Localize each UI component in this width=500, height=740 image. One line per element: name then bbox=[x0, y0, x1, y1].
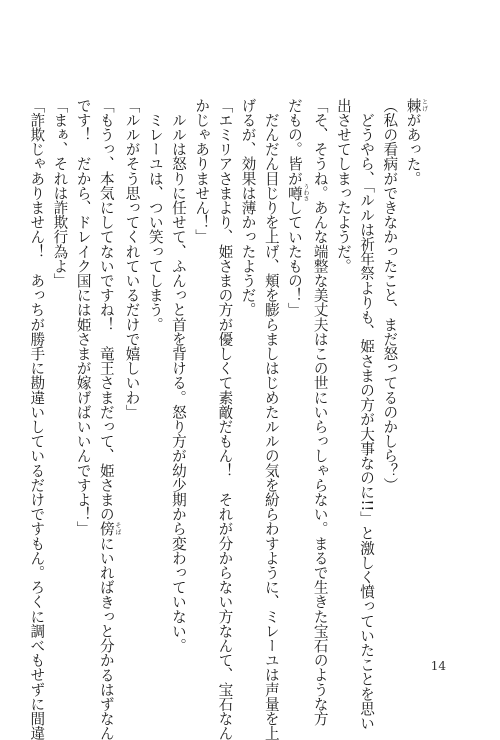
text-line: どうやら、「ルルは祈年祭よりも、姫さまの方が大事なのに!!」と激しく憤っていたことを思い bbox=[358, 98, 376, 731]
text-line: ルルは怒りに任せて、ふんっと首を背ける。怒り方が幼少期から変わっていない。 bbox=[169, 98, 187, 653]
vertical-text-body bbox=[28, 98, 428, 740]
text-line: かじゃありません！」 bbox=[193, 98, 211, 244]
text-line: だもの。皆が噂 うわさしていたもの！」 bbox=[285, 98, 309, 318]
text-line: 出させてしまったようだ。 bbox=[334, 98, 352, 274]
text-line: 「もうっ、本気にしてないですね！ 竜王さまだって、姫さまの傍 そばにいればきっと分かるはずなん bbox=[97, 98, 121, 740]
text-line: （私の看病ができなかったこと、まだ怒ってるのかしら？） bbox=[381, 98, 399, 493]
text-line: 「エミリアさまより、姫さまの方が優しくて素敵だもん！ それが分からない方なんて、宝石なん bbox=[216, 98, 234, 740]
text-line: 「詐欺じゃありません！ あっちが勝手に勘違いしているだけですもん。ろくに調べもせずに間違 bbox=[28, 98, 46, 740]
text-line: 「そ、そうね。あんな端整な美丈夫はこの世にいらっしゃらない。まるで生きた宝石のような方 bbox=[311, 98, 329, 726]
text-line: です！ だから、ドレイク国には姫さまが嫁げばいいんですよ！」 bbox=[74, 98, 92, 536]
text-line: 「ルルがそう思ってくれているだけで嬉しいわ」 bbox=[123, 98, 141, 420]
text-line: げるが、効果は薄かったようだ。 bbox=[239, 98, 257, 317]
text-line: 棘 とげがあった。 bbox=[404, 98, 428, 186]
page-number: 14 bbox=[430, 659, 446, 673]
text-line: 「まぁ、それは詐欺行為よ」 bbox=[51, 98, 69, 288]
text-line: ミレーユは、つい笑ってしまう。 bbox=[146, 98, 164, 332]
text-line: だんだん目じりを上げ、頬を膨らましはじめたルルの気を紛らわすように、ミレーユは声量を上 bbox=[262, 98, 280, 740]
